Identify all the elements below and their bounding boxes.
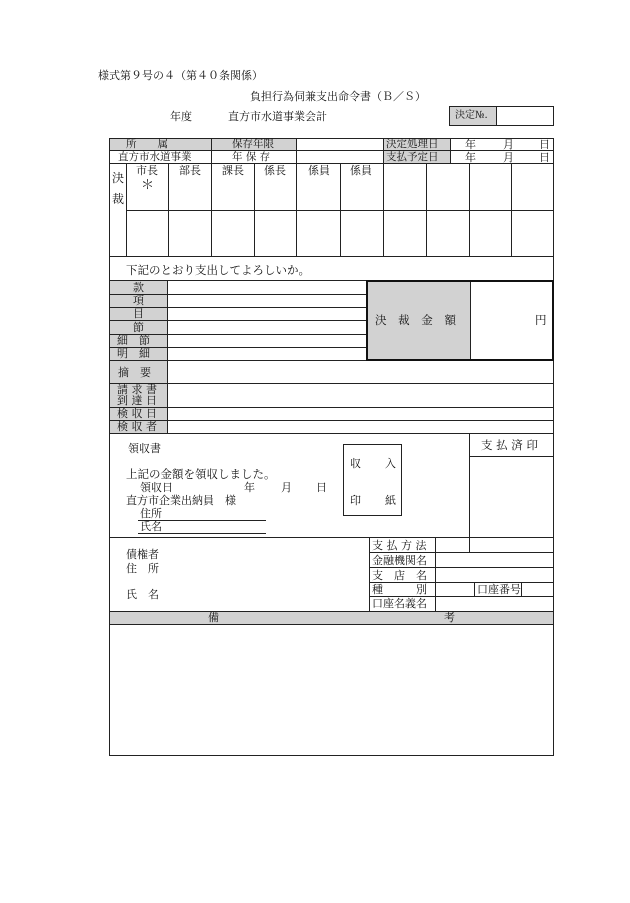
budget-item-saisetsu: 細 節 [117, 334, 150, 347]
remarks-label-1: 備 [208, 611, 219, 624]
budget-item-kou: 項 [133, 294, 144, 307]
summary-label: 摘 要 [118, 366, 151, 379]
receipt-title: 領収書 [128, 442, 161, 455]
budget-item-kan: 款 [133, 281, 144, 294]
invoice-label-1: 請 求 書 [117, 383, 157, 396]
creditor-name-label: 氏 名 [126, 588, 159, 601]
budget-item-meisai: 明 細 [117, 347, 150, 360]
retention-label: 保存年限 [232, 138, 274, 150]
receipt-month: 月 [281, 481, 292, 494]
pay-method-label: 支 払 方 法 [372, 539, 427, 552]
role-mayor: 市長 [136, 164, 158, 177]
decision-year: 年 [465, 138, 476, 151]
form-title: 負担行為伺兼支出命令書（Ｂ／Ｓ） [250, 90, 426, 103]
decision-no-box [449, 106, 554, 126]
paid-stamp-label: 支 払 済 印 [481, 438, 538, 452]
retention-value: 年 保 存 [232, 151, 271, 163]
affiliation-value: 直方市水道事業 [118, 151, 192, 163]
amount-label: 決 裁 金 額 [375, 313, 460, 327]
approval-statement: 下記のとおり支出してよろしいか。 [126, 263, 310, 277]
form-number: 様式第９号の４（第４０条関係） [98, 69, 263, 82]
decision-no-label: 決定№. [455, 110, 488, 121]
approval-label-1: 決 [112, 171, 125, 185]
receipt-date-label: 領収日 [140, 481, 173, 494]
role-staff-1: 係員 [308, 164, 330, 177]
account-name-label: 口座名義名 [372, 597, 427, 610]
receipt-text: 上記の金額を領収しました。 [126, 467, 276, 481]
payment-month: 月 [503, 151, 514, 164]
decision-date-label: 決定処理日 [386, 138, 439, 150]
yen-label: 円 [535, 313, 547, 327]
fiscal-year-label: 年度 [170, 110, 192, 123]
inspector-label: 検 収 者 [117, 420, 157, 433]
payment-day: 日 [539, 151, 550, 164]
invoice-label-2: 到 達 日 [117, 394, 157, 407]
stamp-char-2: 入 [385, 457, 396, 470]
receipt-day: 日 [316, 481, 327, 494]
receipt-name-label: 氏名 [140, 520, 162, 533]
bank-label: 金融機関名 [372, 554, 427, 567]
decision-month: 月 [503, 138, 514, 151]
stamp-char-4: 紙 [385, 494, 396, 507]
creditor-address-label: 住 所 [126, 562, 159, 575]
receipt-address-label: 住所 [140, 507, 162, 520]
role-department-head: 部長 [179, 164, 201, 177]
account-no-label: 口座番号 [477, 583, 521, 596]
payment-year: 年 [465, 151, 476, 164]
receipt-addressee: 直方市企業出納員 様 [126, 494, 236, 507]
branch-label: 支 店 名 [372, 569, 427, 582]
inspection-date-label: 検 収 日 [117, 407, 157, 420]
budget-item-moku: 目 [133, 307, 144, 320]
account-type-label: 種 別 [372, 583, 427, 596]
decision-day: 日 [539, 138, 550, 151]
stamp-char-3: 印 [350, 494, 361, 507]
approval-label-2: 裁 [112, 192, 125, 206]
affiliation-label: 所 属 [126, 138, 168, 150]
payment-date-label: 支払予定日 [386, 151, 439, 163]
role-subsection-chief: 係長 [264, 164, 286, 177]
remarks-label-2: 考 [444, 611, 455, 624]
creditor-label: 債権者 [126, 548, 159, 561]
mayor-mark: ＊ [141, 178, 155, 193]
stamp-char-1: 収 [350, 457, 361, 470]
role-staff-2: 係員 [350, 164, 372, 177]
accounting-label: 直方市水道事業会計 [228, 110, 327, 123]
budget-item-setsu: 節 [133, 321, 144, 334]
role-section-chief: 課長 [222, 164, 244, 177]
receipt-year: 年 [244, 481, 255, 494]
